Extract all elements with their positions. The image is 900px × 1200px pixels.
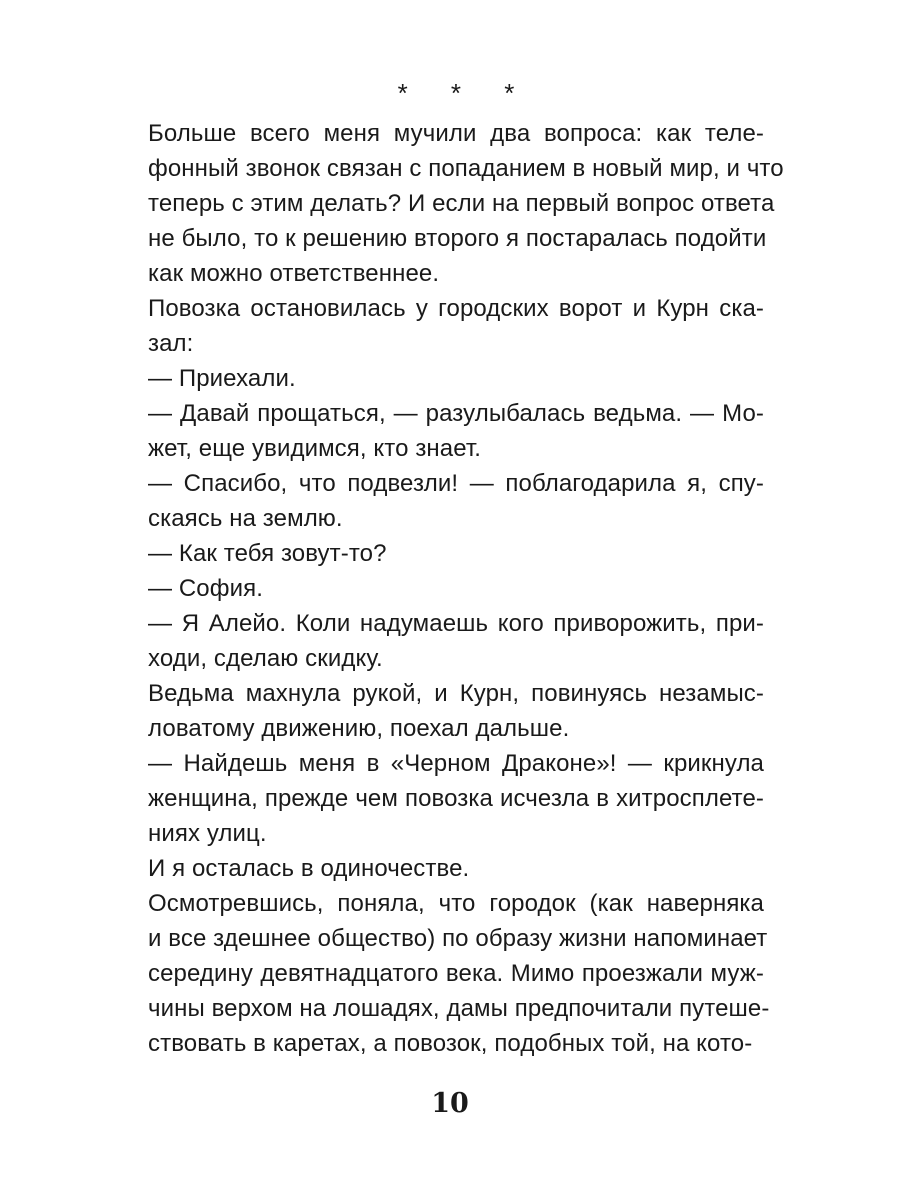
paragraph xyxy=(148,746,764,851)
paragraph xyxy=(148,676,764,746)
text-line: И я осталась в одиночестве. xyxy=(148,855,470,882)
paragraph xyxy=(148,886,770,1061)
text-line: — София. xyxy=(148,575,263,602)
paragraph xyxy=(148,361,764,396)
paragraph xyxy=(148,396,764,466)
text-line: ходи, сделаю скидку. xyxy=(148,645,383,672)
text-line: жет, еще увидимся, кто знает. xyxy=(148,435,482,462)
text-line: середину девятнадцатого века. Мимо проезжали муж- xyxy=(148,960,764,987)
page-body xyxy=(148,70,784,1061)
text-line: — Как тебя зовут-то? xyxy=(148,540,387,567)
paragraph xyxy=(148,291,764,361)
text-line: Повозка остановилась у городских ворот и Курн ска- xyxy=(148,295,764,322)
text-line: и все здешнее общество) по образу жизни напоминает xyxy=(148,925,768,952)
text-line: — Приехали. xyxy=(148,365,296,392)
paragraph xyxy=(148,116,784,291)
page-number: 10 xyxy=(431,1088,469,1119)
text-line: фонный звонок связан с попаданием в новый мир, и что xyxy=(148,155,784,182)
text-line: Ведьма махнула рукой, и Курн, повинуясь незамыс- xyxy=(148,680,764,707)
section-separator: * * * xyxy=(397,78,533,108)
text-line: Больше всего меня мучили два вопроса: как теле- xyxy=(148,120,764,147)
text-line: — Спасибо, что подвезли! — поблагодарила я, спу- xyxy=(148,470,764,497)
text-line: — Я Алейо. Коли надумаешь кого приворожить, при- xyxy=(148,610,764,637)
text-body xyxy=(148,116,784,1061)
paragraph xyxy=(148,536,764,571)
text-line: ловатому движению, поехал дальше. xyxy=(148,715,570,742)
text-line: Осмотревшись, поняла, что городок (как наверняка xyxy=(148,890,764,917)
text-line: — Найдешь меня в «Черном Драконе»! — крикнула xyxy=(148,750,764,777)
paragraph xyxy=(148,851,764,886)
text-line: как можно ответственнее. xyxy=(148,260,440,287)
text-line: чины верхом на лошадях, дамы предпочитали путеше- xyxy=(148,995,770,1022)
text-line: теперь с этим делать? И если на первый вопрос ответа xyxy=(148,190,775,217)
text-line: скаясь на землю. xyxy=(148,505,343,532)
text-line: не было, то к решению второго я постаралась подойти xyxy=(148,225,767,252)
text-line: ствовать в каретах, а повозок, подобных той, на кото- xyxy=(148,1030,753,1057)
text-line: женщина, прежде чем повозка исчезла в хитросплете- xyxy=(148,785,764,812)
text-line: — Давай прощаться, — разулыбалась ведьма. — Мо- xyxy=(148,400,764,427)
paragraph xyxy=(148,606,764,676)
text-line: ниях улиц. xyxy=(148,820,267,847)
text-line: зал: xyxy=(148,330,194,357)
paragraph xyxy=(148,466,764,536)
paragraph xyxy=(148,571,764,606)
